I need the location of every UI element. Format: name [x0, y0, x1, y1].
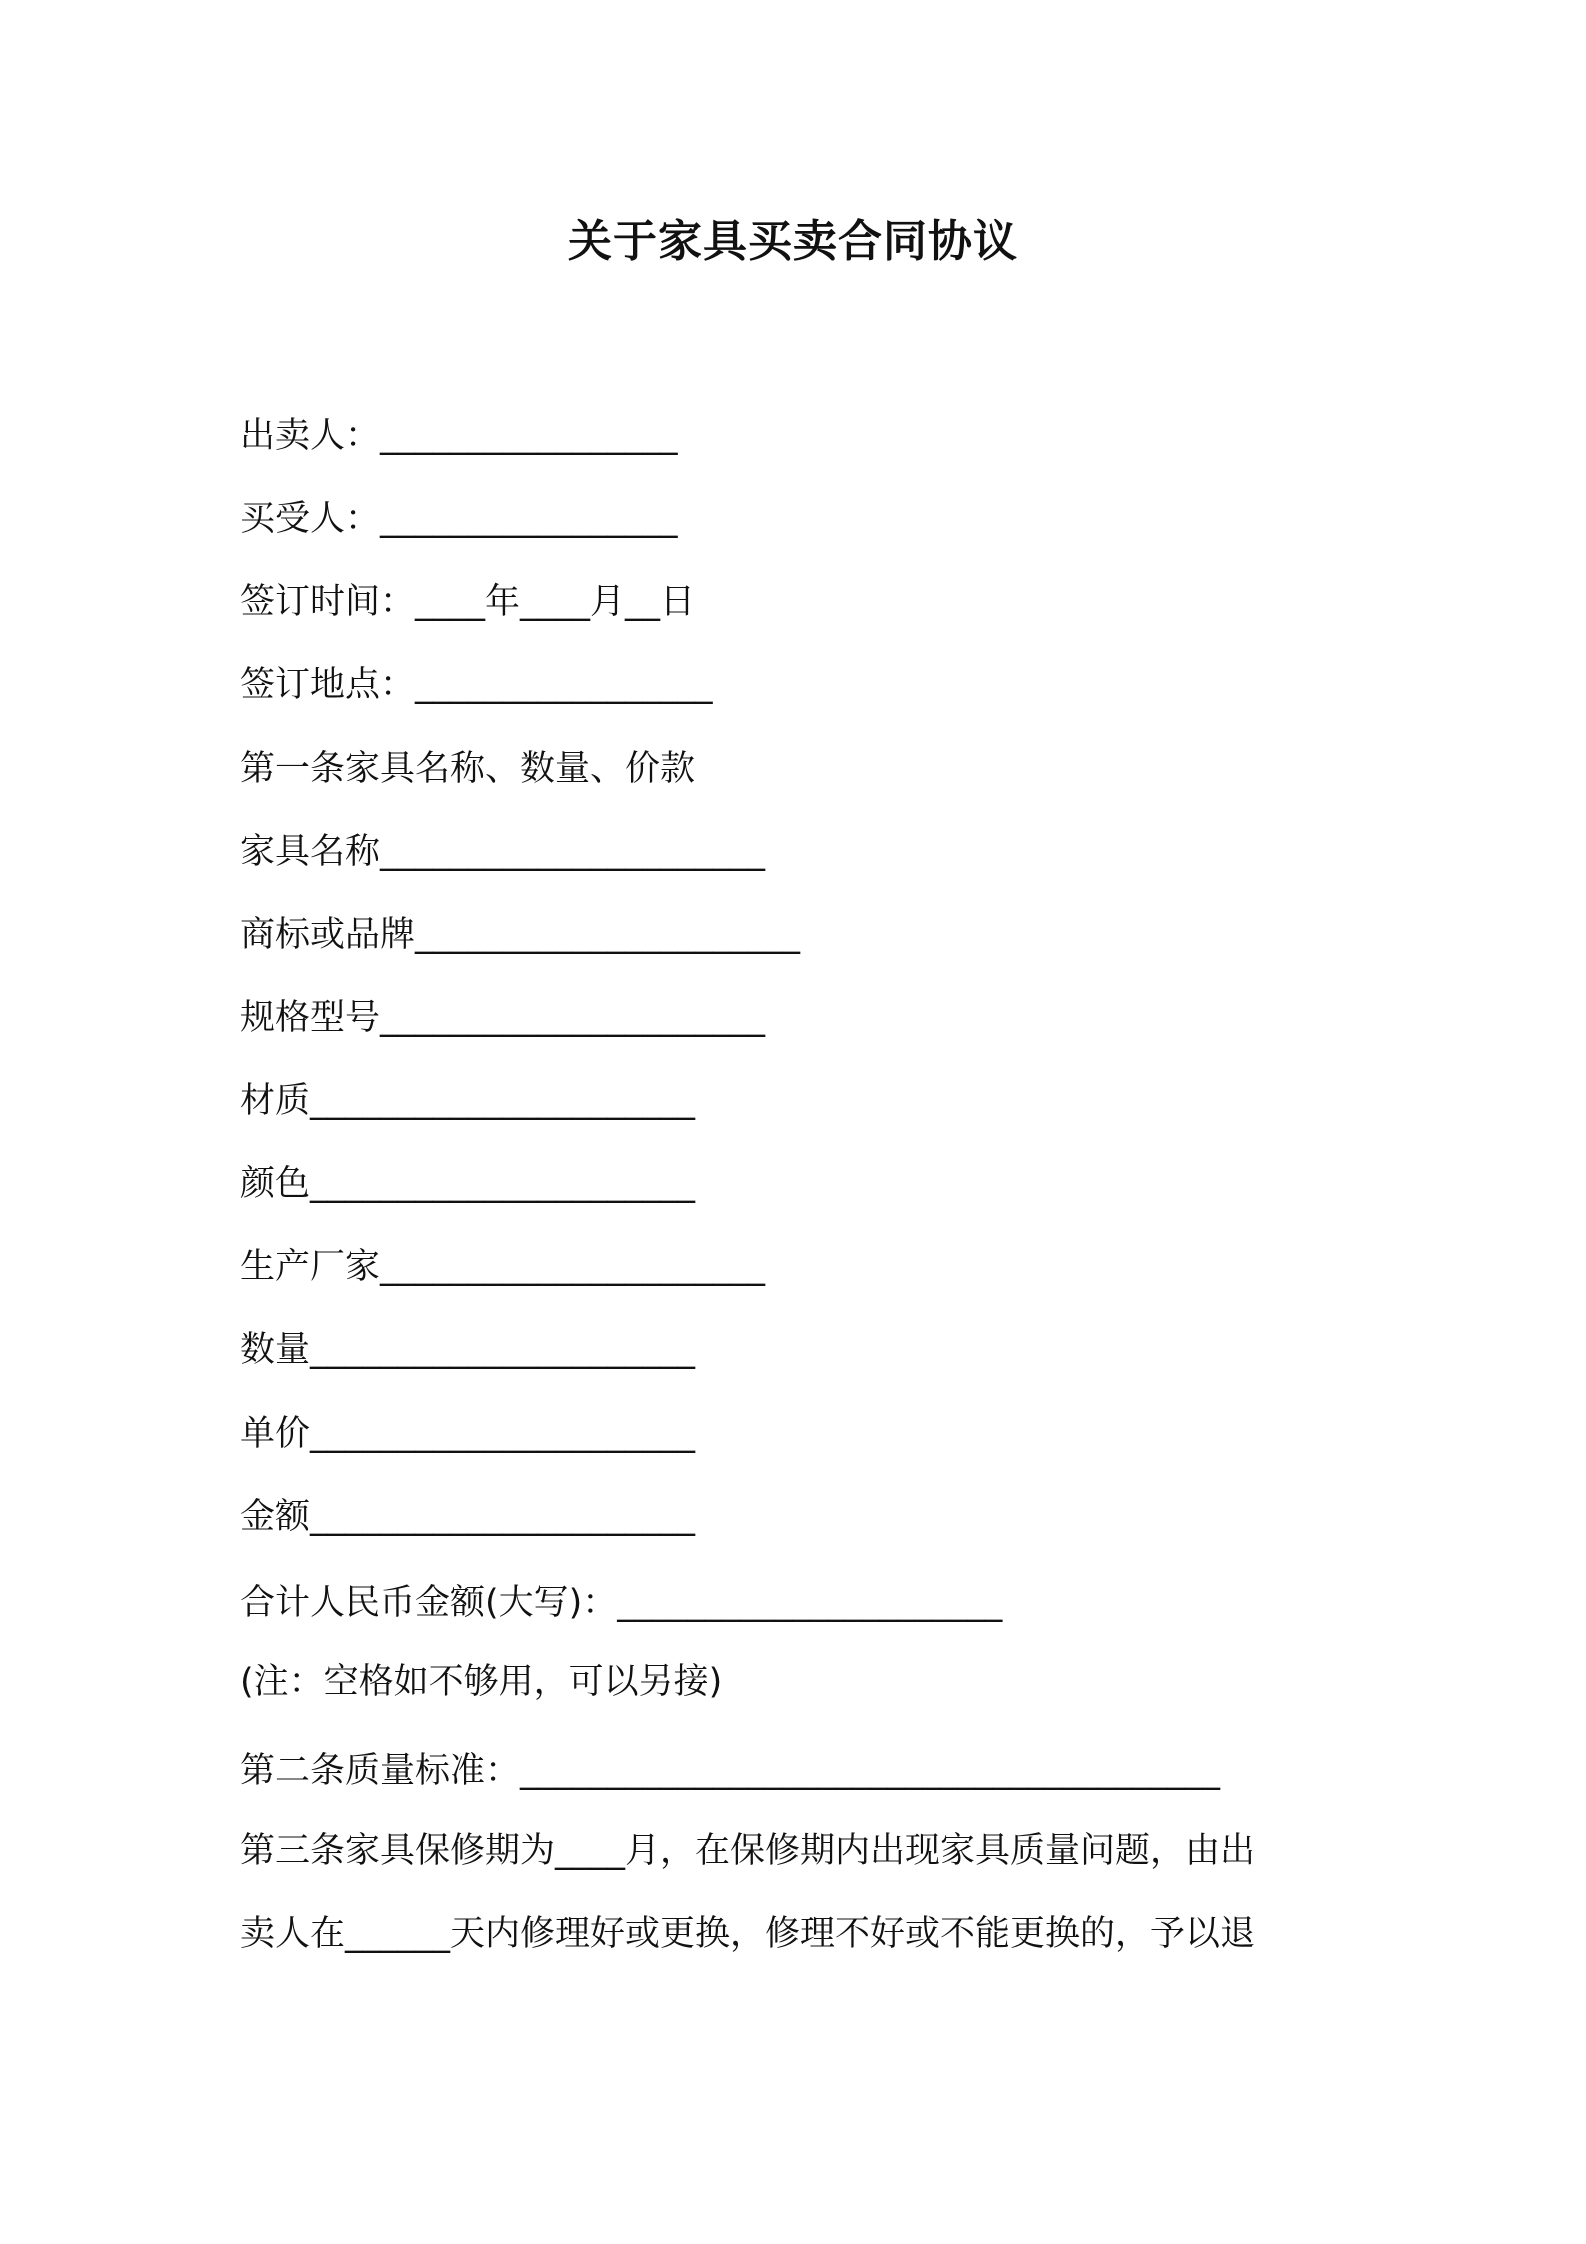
signing-place-line: 签订地点：_________________	[240, 665, 713, 705]
note-line: (注：空格如不够用，可以另接)	[240, 1662, 723, 1702]
article-3-line-1: 第三条家具保修期为____月，在保修期内出现家具质量问题，由出	[240, 1831, 1256, 1871]
unit-price-line: 单价______________________	[240, 1414, 696, 1454]
total-amount-line: 合计人民币金额(大写)：______________________	[240, 1583, 1003, 1623]
signing-date-line: 签订时间：____年____月__日	[240, 582, 696, 622]
document-title: 关于家具买卖合同协议	[568, 216, 1018, 267]
quantity-line: 数量______________________	[240, 1330, 696, 1370]
manufacturer-line: 生产厂家______________________	[240, 1247, 766, 1287]
furniture-name-line: 家具名称______________________	[240, 832, 766, 872]
article-1-heading: 第一条家具名称、数量、价款	[240, 749, 696, 789]
seller-line: 出卖人：_________________	[240, 416, 678, 456]
brand-line: 商标或品牌______________________	[240, 915, 801, 955]
amount-line: 金额______________________	[240, 1497, 696, 1537]
material-line: 材质______________________	[240, 1081, 696, 1121]
color-line: 颜色______________________	[240, 1164, 696, 1204]
model-line: 规格型号______________________	[240, 998, 766, 1038]
article-3-line-2: 卖人在______天内修理好或更换，修理不好或不能更换的，予以退	[240, 1914, 1256, 1954]
buyer-line: 买受人：_________________	[240, 499, 678, 539]
article-2-line: 第二条质量标准：________________________________________	[240, 1751, 1221, 1791]
